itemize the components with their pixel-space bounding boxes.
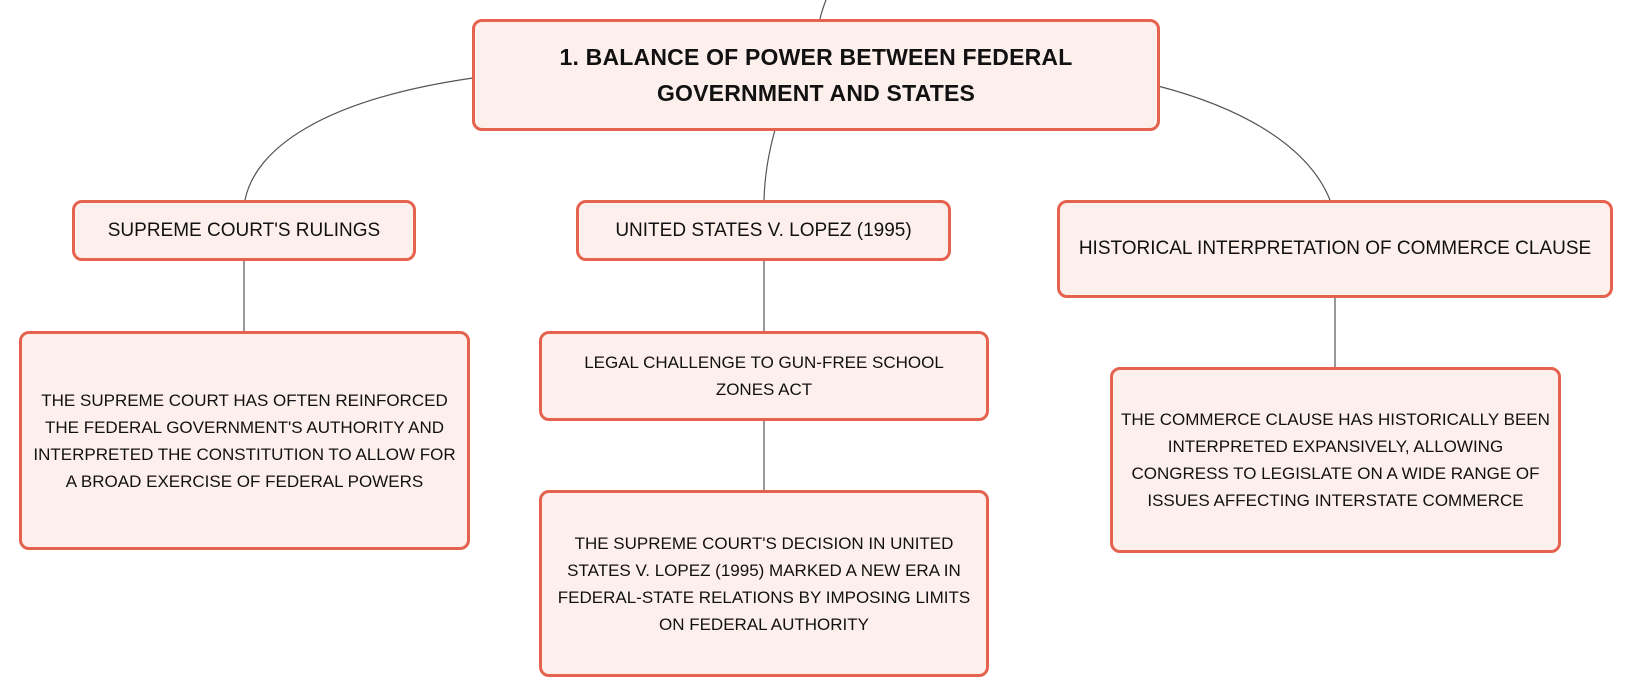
node-historical-interpretation-commerce-clause[interactable] xyxy=(1057,200,1613,298)
connector-incoming-root xyxy=(820,0,826,19)
node-lopez-decision-detail-label: THE SUPREME COURT'S DECISION IN UNITED STATES V. LOPEZ (1995) MARKED A NEW ERA IN FEDERAL-STATE RELATIONS BY IMPOSING LIMITS ON FEDERAL AUTHORITY xyxy=(557,533,971,634)
node-commerce-clause-detail[interactable] xyxy=(1110,367,1561,553)
node-supreme-court-rulings-label: SUPREME COURT'S RULINGS xyxy=(107,219,381,241)
node-lopez-decision-detail[interactable] xyxy=(539,490,989,677)
node-supreme-court-rulings[interactable] xyxy=(72,200,416,261)
node-historical-interpretation-commerce-clause-label: HISTORICAL INTERPRETATION OF COMMERCE CLAUSE xyxy=(1078,238,1592,259)
connector-root-to-commerce-clause xyxy=(1158,86,1330,200)
node-legal-challenge-gun-free-school-zones[interactable] xyxy=(539,331,989,421)
connector-root-to-lopez xyxy=(764,130,775,200)
root-node-label: 1. BALANCE OF POWER BETWEEN FEDERAL GOVERNMENT AND STATES xyxy=(559,44,1073,106)
connector-root-to-supreme-court-rulings xyxy=(245,78,473,200)
node-commerce-clause-detail-label: THE COMMERCE CLAUSE HAS HISTORICALLY BEEN INTERPRETED EXPANSIVELY, ALLOWING CONGRESS TO LEGISLATE ON A WIDE RANGE OF ISSUES AFFECTING INTERSTATE COMMERCE xyxy=(1121,410,1550,510)
node-united-states-v-lopez-label: UNITED STATES V. LOPEZ (1995) xyxy=(615,219,912,241)
node-supreme-court-authority-detail[interactable] xyxy=(19,331,470,550)
node-legal-challenge-gun-free-school-zones-label: LEGAL CHALLENGE TO GUN-FREE SCHOOL ZONES ACT xyxy=(584,353,944,399)
root-node[interactable] xyxy=(472,19,1160,131)
node-united-states-v-lopez[interactable] xyxy=(576,200,951,261)
node-supreme-court-authority-detail-label: THE SUPREME COURT HAS OFTEN REINFORCED THE FEDERAL GOVERNMENT'S AUTHORITY AND INTERPRETED THE CONSTITUTION TO ALLOW FOR A BROAD EXERCISE OF FEDERAL POWERS xyxy=(33,390,456,491)
